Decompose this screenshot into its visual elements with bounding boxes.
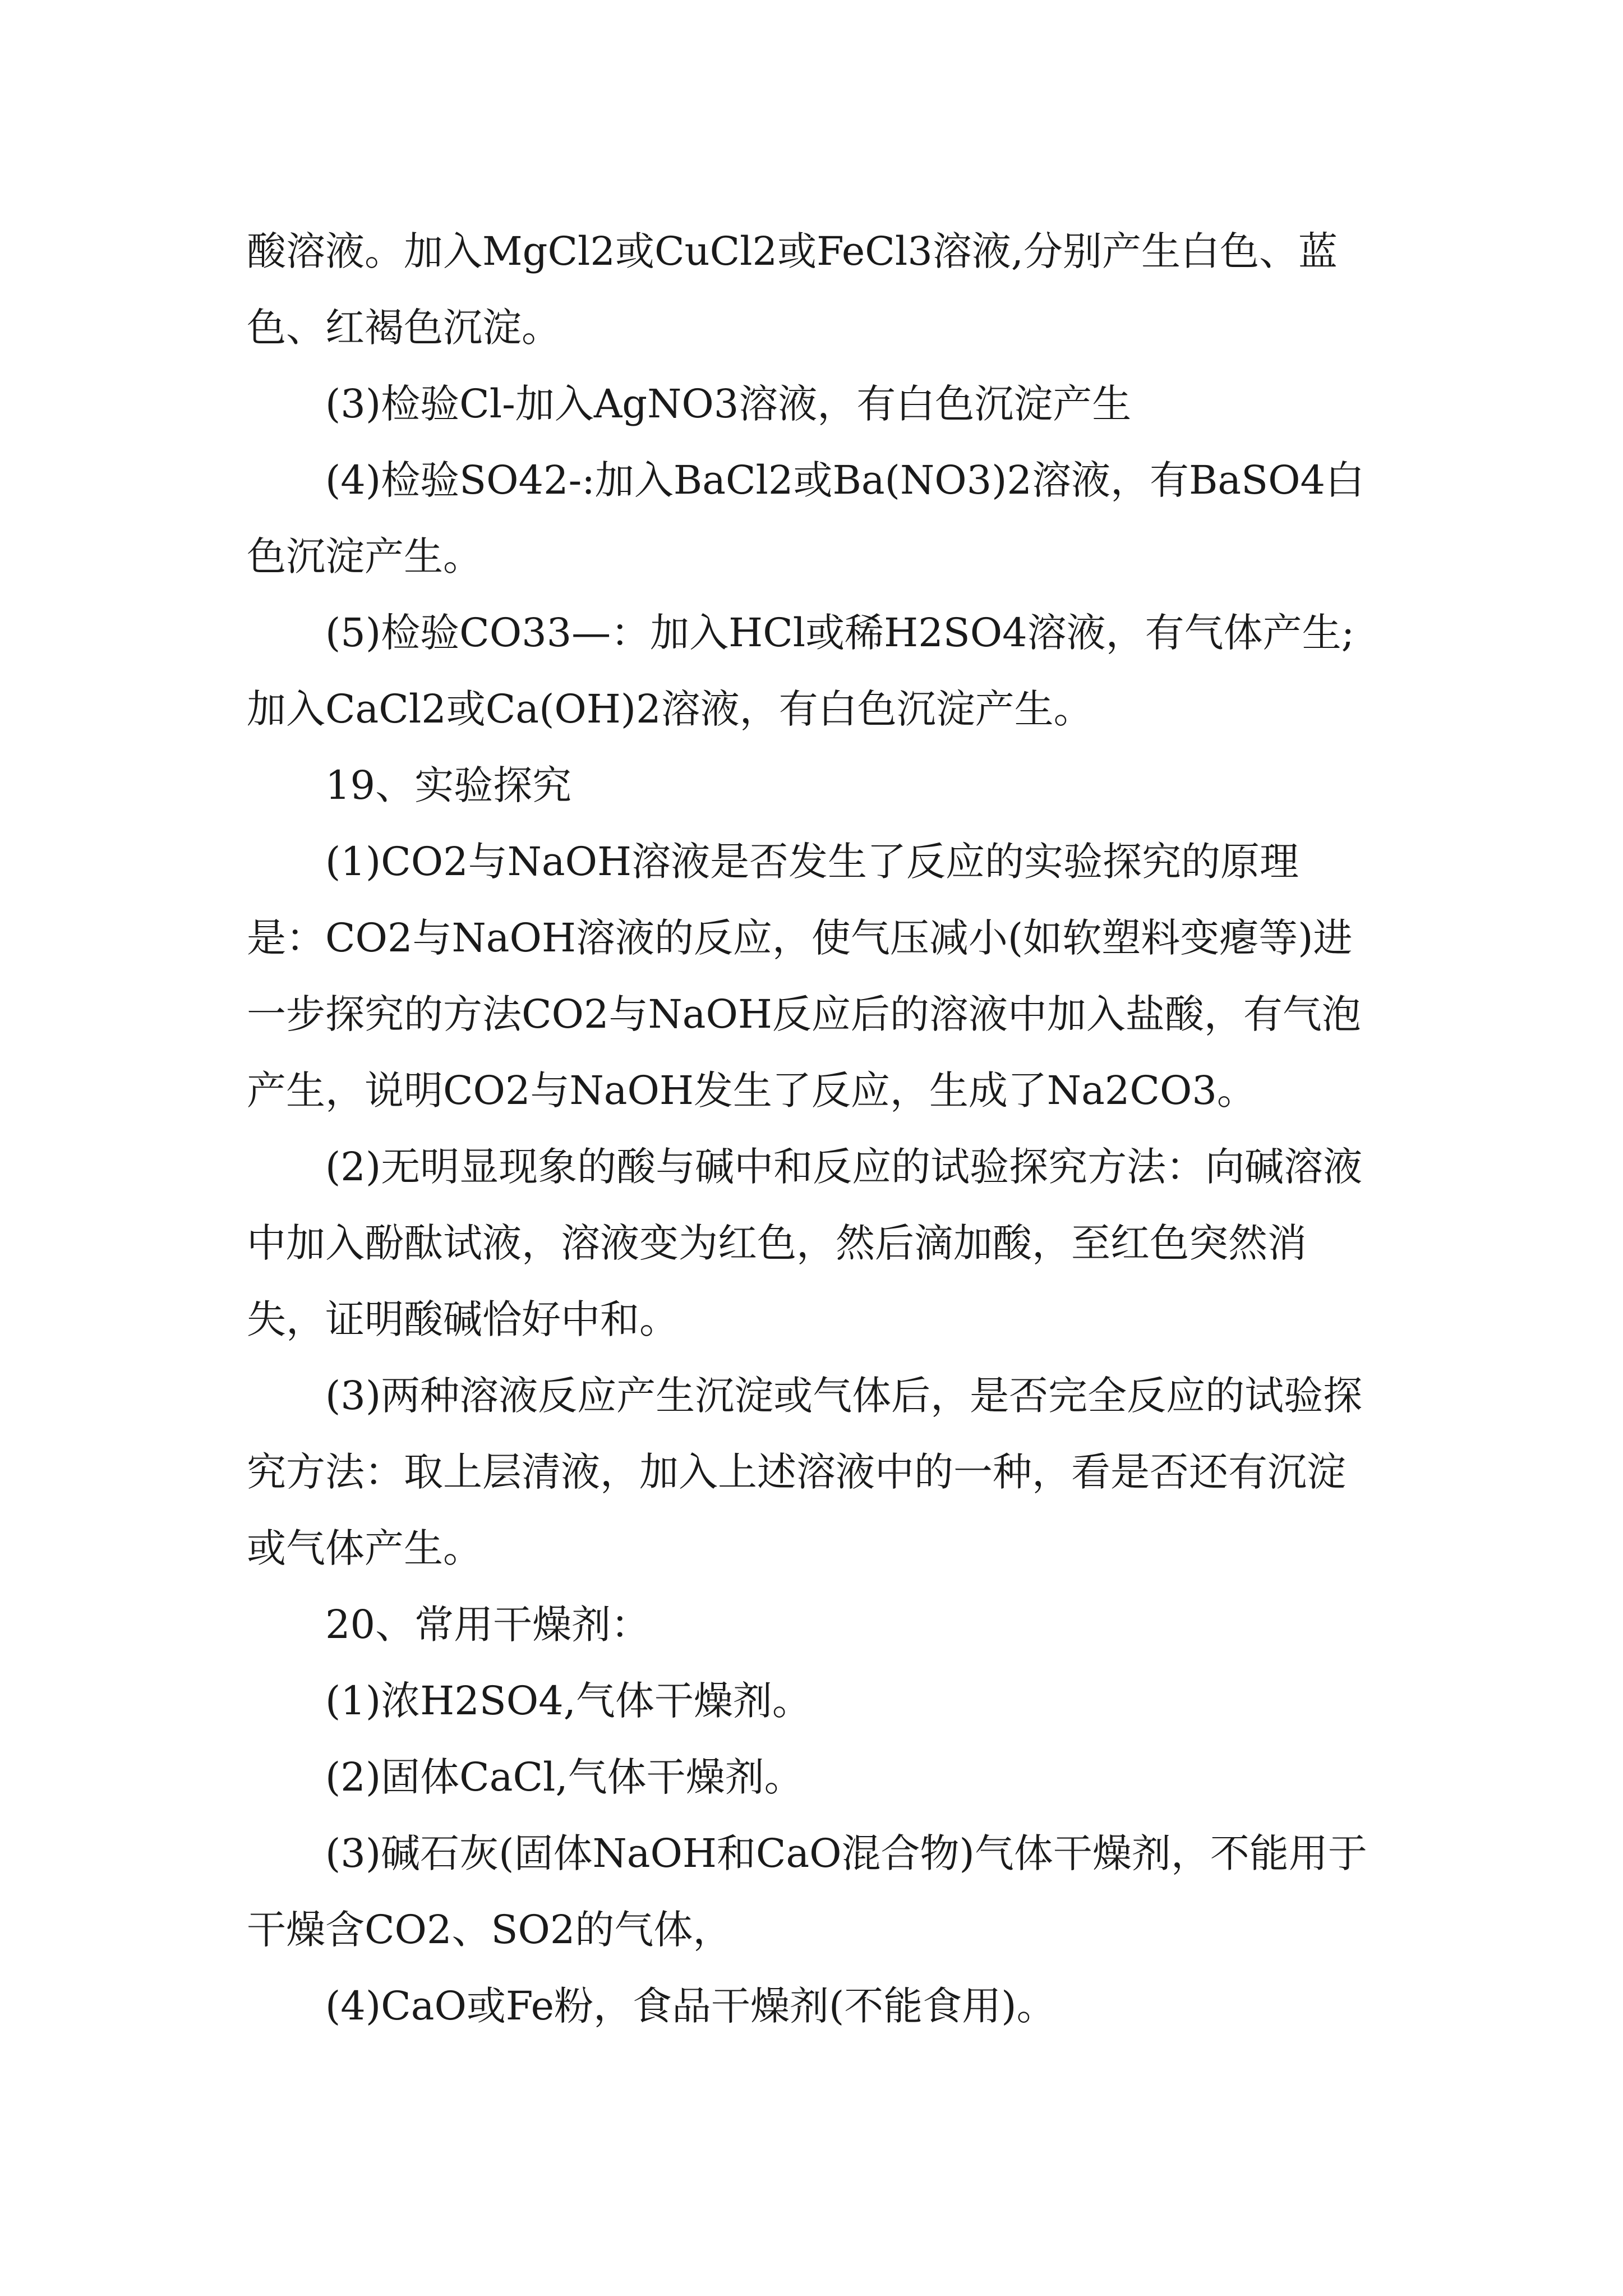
paragraph-desiccant-h2so4: (1)浓H2SO4,气体干燥剂。 xyxy=(325,1678,811,1724)
paragraph-desiccant-cacl: (2)固体CaCl,气体干燥剂。 xyxy=(325,1754,804,1800)
document-body xyxy=(247,213,1374,2044)
paragraph-co2-naoh: (1)CO2与NaOH溶液是否发生了反应的实验探究的原理是：CO2与NaOH溶液的反应，使气压减小(如软塑料变瘪等)进一步探究的方法CO2与NaOH反应后的溶液中加入盐酸，有气泡产生，说明CO2与NaOH发生了反应，生成了Na2CO3。 xyxy=(247,839,1361,1114)
section-heading-desiccants: 20、常用干燥剂： xyxy=(325,1602,651,1648)
paragraph-desiccant-soda-lime: (3)碱石灰(固体NaOH和CaO混合物)气体干燥剂，不能用于干燥含CO2、SO2的气体， xyxy=(247,1830,1367,1953)
paragraph-sulfate-test: (4)检验SO42-:加入BaCl2或Ba(NO3)2溶液，有BaSO4白色沉淀产生。 xyxy=(247,457,1365,579)
paragraph-carbonate-test: (5)检验CO33—：加入HCl或稀H2SO4溶液，有气体产生;加入CaCl2或Ca(OH)2溶液，有白色沉淀产生。 xyxy=(247,610,1355,732)
paragraph-chloride-test: (3)检验Cl-加入AgNO3溶液，有白色沉淀产生 xyxy=(325,381,1132,427)
paragraph-complete-reaction: (3)两种溶液反应产生沉淀或气体后，是否完全反应的试验探究方法：取上层清液，加入上述溶液中的一种，看是否还有沉淀或气体产生。 xyxy=(247,1373,1363,1571)
section-heading-experiment: 19、实验探究 xyxy=(325,762,572,808)
paragraph-desiccant-food: (4)CaO或Fe粉，食品干燥剂(不能食用)。 xyxy=(325,1983,1056,2029)
paragraph-neutralization: (2)无明显现象的酸与碱中和反应的试验探究方法：向碱溶液中加入酚酞试液，溶液变为红色，然后滴加酸，至红色突然消失，证明酸碱恰好中和。 xyxy=(247,1144,1363,1342)
paragraph-ion-test-continued: 酸溶液。加入MgCl2或CuCl2或FeCl3溶液,分别产生白色、蓝色、红褐色沉淀。 xyxy=(247,228,1338,351)
